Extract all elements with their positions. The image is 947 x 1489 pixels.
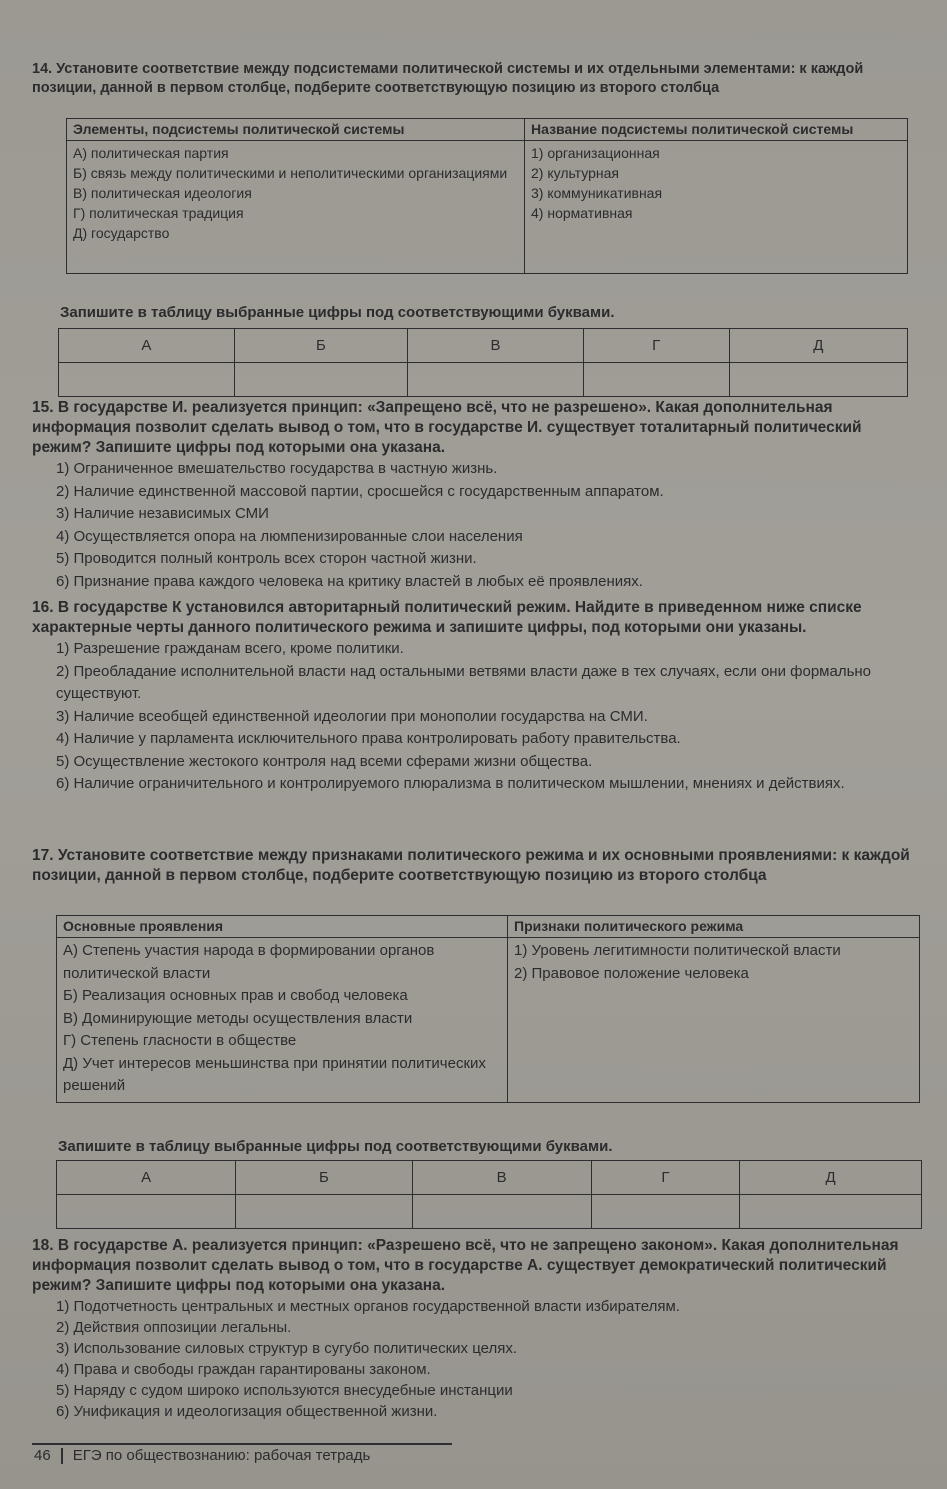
task-14-answer-table xyxy=(58,328,908,397)
task-17-manifestation-a: А) Степень участия народа в формировании органов политической власти xyxy=(63,942,435,982)
task-18-option-2: 2) Действия оппозиции легальны. xyxy=(56,1319,292,1336)
task-14-subsystem-2: 2) культурная xyxy=(531,165,619,181)
task-17-sign-1: 1) Уровень легитимности политической власти xyxy=(514,942,841,959)
task-17-matching-table xyxy=(56,915,920,1103)
task-17-heading: 17. Установите соответствие между признаками политического режима и их основными проявлениями: к каждой позиции, данной в первом столбце, подберите соответствующую позицию из второго столбца xyxy=(32,847,910,884)
task-17-letter-d: Д xyxy=(740,1161,922,1195)
task-15-option-3: 3) Наличие независимых СМИ xyxy=(56,505,269,522)
task-16-option-1: 1) Разрешение гражданам всего, кроме политики. xyxy=(56,640,404,657)
task-17-manifestation-d: Д) Учет интересов меньшинства при принятии политических решений xyxy=(63,1054,486,1094)
task-14-answer-v[interactable] xyxy=(408,363,584,397)
task-16-option-4: 4) Наличие у парламента исключительного права контролировать работу правительства. xyxy=(56,730,681,747)
task-14-letter-v: В xyxy=(408,329,584,363)
task-14-answer-b[interactable] xyxy=(234,363,407,397)
task-14-element-b: Б) связь между политическими и неполитическими организациями xyxy=(73,165,508,181)
task-16 xyxy=(32,598,912,796)
task-16-option-5: 5) Осуществление жестокого контроля над всеми сферами жизни общества. xyxy=(56,752,593,770)
task-15-option-5: 5) Проводится полный контроль всех сторон частной жизни. xyxy=(56,550,477,567)
task-14-matching-table xyxy=(66,118,908,274)
task-18-heading: 18. В государстве А. реализуется принцип: «Разрешено всё, что не запрещено законом». Какая дополнительная информация позволит сделать вывод о том, что в государстве А. существует демократический политический режим? Запишите цифры под которыми она указана. xyxy=(32,1237,899,1294)
footer-divider xyxy=(32,1443,452,1445)
task-14-answer-d[interactable] xyxy=(729,363,907,397)
task-17-col2-header: Признаки политического режима xyxy=(508,916,920,938)
task-17-letter-b: Б xyxy=(236,1161,412,1195)
task-18 xyxy=(32,1236,912,1422)
task-17-manifestation-v: В) Доминирующие методы осуществления власти xyxy=(63,1009,413,1027)
task-16-option-3: 3) Наличие всеобщей единственной идеологии при монополии государства на СМИ. xyxy=(56,707,648,725)
footer-separator xyxy=(61,1448,63,1464)
task-14-letter-a: А xyxy=(59,329,235,363)
task-14-answer-hint: Запишите в таблицу выбранные цифры под соответствующими буквами. xyxy=(60,304,615,321)
task-14-subsystem-3: 3) коммуникативная xyxy=(531,185,663,201)
task-15 xyxy=(32,398,912,593)
task-14-subsystem-1: 1) организационная xyxy=(531,145,660,161)
task-15-heading: 15. В государстве И. реализуется принцип: «Запрещено всё, что не разрешено». Какая дополнительная информация позволит сделать вывод о том, что в государстве И. существует тоталитарный политический режим? Запишите цифры под которыми она указана. xyxy=(32,399,862,456)
task-14 xyxy=(32,60,912,98)
task-14-col1-header: Элементы, подсистемы политической системы xyxy=(67,119,525,141)
task-17 xyxy=(32,846,912,886)
task-14-col2-header: Название подсистемы политической системы xyxy=(525,119,908,141)
task-17-letter-v: В xyxy=(412,1161,591,1195)
task-15-option-6: 6) Признание права каждого человека на критику властей в любых её проявлениях. xyxy=(56,572,643,590)
page-footer xyxy=(34,1447,370,1464)
task-17-sign-2: 2) Правовое положение человека xyxy=(514,964,749,982)
task-18-option-1: 1) Подотчетность центральных и местных органов государственной власти избирателям. xyxy=(56,1298,680,1315)
task-17-manifestation-b: Б) Реализация основных прав и свобод человека xyxy=(63,987,408,1004)
task-14-subsystem-4: 4) нормативная xyxy=(531,205,633,221)
task-14-letter-d: Д xyxy=(729,329,907,363)
book-title: ЕГЭ по обществознанию: рабочая тетрадь xyxy=(72,1447,371,1464)
task-15-option-4: 4) Осуществляется опора на люмпенизированные слои населения xyxy=(56,527,523,545)
task-14-answer-a[interactable] xyxy=(59,363,235,397)
task-17-col2-cell xyxy=(508,938,920,1103)
task-17-answer-table xyxy=(56,1160,922,1229)
task-17-answer-hint: Запишите в таблицу выбранные цифры под соответствующими буквами. xyxy=(58,1138,613,1155)
task-17-answer-d[interactable] xyxy=(740,1195,922,1229)
task-14-element-d: Д) государство xyxy=(73,225,170,241)
task-14-answer-g[interactable] xyxy=(583,363,729,397)
task-15-option-1: 1) Ограниченное вмешательство государства в частную жизнь. xyxy=(56,460,498,477)
task-16-heading: 16. В государстве К установился авторитарный политический режим. Найдите в приведенном ниже списке характерные черты данного политического режима и запишите цифры, под которыми они указаны. xyxy=(32,599,862,636)
task-18-option-4: 4) Права и свободы граждан гарантированы законом. xyxy=(56,1361,431,1378)
task-16-option-6: 6) Наличие ограничительного и контролируемого плюрализма в политическом мышлении, мнениях и действиях. xyxy=(56,775,845,792)
task-14-col1-cell xyxy=(67,141,525,274)
task-14-letter-g: Г xyxy=(583,329,729,363)
task-18-option-3: 3) Использование силовых структур в сугубо политических целях. xyxy=(56,1340,518,1357)
task-17-col1-cell xyxy=(57,938,508,1103)
page-number: 46 xyxy=(34,1447,51,1464)
task-14-element-a: А) политическая партия xyxy=(73,145,229,161)
task-15-option-2: 2) Наличие единственной массовой партии, сросшейся с государственным аппаратом. xyxy=(56,482,664,500)
task-14-col2-cell xyxy=(525,141,908,274)
task-17-col1-header: Основные проявления xyxy=(57,916,508,938)
task-17-answer-b[interactable] xyxy=(236,1195,412,1229)
task-14-heading: 14. Установите соответствие между подсистемами политической системы и их отдельными элементами: к каждой позиции, данной в первом столбце, подберите соответствующую позицию из второго столбца xyxy=(32,61,864,96)
task-14-element-g: Г) политическая традиция xyxy=(73,205,244,221)
task-17-manifestation-g: Г) Степень гласности в обществе xyxy=(63,1032,297,1049)
task-14-element-v: В) политическая идеология xyxy=(73,185,252,201)
task-14-letter-b: Б xyxy=(234,329,407,363)
task-17-answer-v[interactable] xyxy=(412,1195,591,1229)
task-17-letter-g: Г xyxy=(591,1161,739,1195)
task-17-answer-a[interactable] xyxy=(57,1195,236,1229)
task-17-letter-a: А xyxy=(57,1161,236,1195)
task-18-option-6: 6) Унификация и идеологизация общественной жизни. xyxy=(56,1403,438,1420)
task-18-option-5: 5) Наряду с судом широко используются внесудебные инстанции xyxy=(56,1382,513,1399)
task-16-option-2: 2) Преобладание исполнительной власти над остальными ветвями власти даже в тех случаях, если они формально существуют. xyxy=(56,662,872,702)
task-17-answer-g[interactable] xyxy=(591,1195,739,1229)
